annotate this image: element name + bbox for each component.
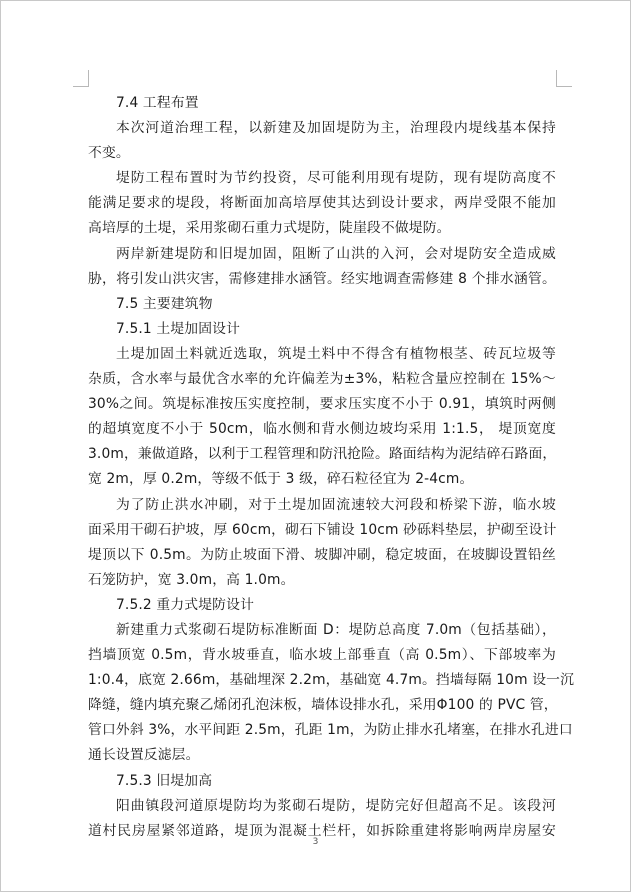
paragraph-line: 新建重力式浆砌石堤防标准断面 D：堤防总高度 7.0m（包括基础）， [116, 621, 556, 638]
paragraph-line: 堤防工程布置时为节约投资，尽可能利用现有堤防，现有堤防高度不 [116, 170, 556, 187]
crop-mark-top-left-v [88, 70, 89, 86]
paragraph-line: 不变。 [88, 145, 130, 162]
paragraph-line: 道村民房屋紧邻道路，堤顶为混凝土栏杆，如拆除重建将影响两岸房屋安 [88, 822, 556, 839]
paragraph-line: 高培厚的土堤，采用浆砌石重力式堤防，陡崖段不做堤防。 [88, 220, 451, 237]
paragraph-line: 胁，将引发山洪灾害，需修建排水涵管。经实地调查需修建 8 个排水涵管。 [88, 270, 556, 287]
paragraph-line: 通长设置反滤层。 [88, 747, 200, 764]
section-heading-7-4: 7.4 工程布置 [116, 95, 199, 111]
paragraph-line: 能满足要求的堤段，将断面加高培厚使其达到设计要求，两岸受限不能加 [88, 195, 556, 212]
crop-mark-top-left-h [73, 86, 89, 87]
paragraph-line: 为了防止洪水冲刷，对于土堤加固流速较大河段和桥梁下游，临水坡 [116, 496, 556, 513]
paragraph-line: 1:0.4，底宽 2.66m，基础埋深 2.2m，基础宽 4.7m。挡墙每隔 10m 设一沉 [88, 672, 575, 689]
paragraph-line: 的超填宽度不小于 50cm，临水侧和背水侧边坡均采用 1:1.5， 堤顶宽度 [88, 421, 556, 438]
paragraph-line: 宽 2m，厚 0.2m，等级不低于 3 级，碎石粒径宜为 2-4cm。 [88, 471, 474, 488]
section-heading-7-5-1: 7.5.1 土堤加固设计 [116, 320, 241, 337]
paragraph-line: 石笼防护，宽 3.0m，高 1.0m。 [88, 571, 295, 588]
paragraph-line: 土堤加固土料就近选取，筑堤土料中不得含有植物根茎、砖瓦垃圾等 [116, 345, 556, 362]
paragraph-line: 挡墙顶宽 0.5m，背水坡垂直，临水坡上部垂直（高 0.5m）、下部坡率为 [88, 647, 556, 664]
section-heading-7-5-2: 7.5.2 重力式堤防设计 [116, 596, 255, 613]
paragraph-line: 面采用干砌石护坡，厚 60cm，砌石下铺设 10cm 砂砾料垫层，护砌至设计 [88, 521, 557, 538]
page-number: 3 [312, 837, 319, 847]
crop-mark-top-right-v [556, 70, 557, 86]
paragraph-line: 堤顶以下 0.5m。为防止坡面下滑、坡脚冲刷，稳定坡面，在坡脚设置铅丝 [88, 546, 556, 563]
paragraph-line: 30%之间。筑堤标准按压实度控制，要求压实度不小于 0.91，填筑时两侧 [88, 396, 556, 413]
paragraph-line: 两岸新建堤防和旧堤加固，阻断了山洪的入河，会对堤防安全造成威 [116, 245, 556, 262]
paragraph-line: 管口外斜 3%，水平间距 2.5m，孔距 1m，为防止排水孔堵塞，在排水孔进口 [88, 722, 573, 739]
crop-mark-top-right-h [556, 86, 572, 87]
section-heading-7-5: 7.5 主要建筑物 [116, 295, 213, 312]
paragraph-line: 降缝，缝内填充聚乙烯闭孔泡沫板，墙体设排水孔，采用Φ100 的 PVC 管， [88, 697, 558, 714]
paragraph-line: 杂质，含水率与最优含水率的允许偏差为±3%，粘粒含量应控制在 15%～ [88, 371, 556, 388]
paragraph-line: 阳曲镇段河道原堤防均为浆砌石堤防，堤防完好但超高不足。该段河 [116, 797, 556, 814]
paragraph-line: 3.0m，兼做道路，以利于工程管理和防汛抢险。路面结构为泥结碎石路面， [88, 446, 557, 463]
section-heading-7-5-3: 7.5.3 旧堤加高 [116, 772, 213, 789]
document-body [88, 91, 575, 844]
paragraph-line: 本次河道治理工程，以新建及加固堤防为主，治理段内堤线基本保持 [116, 120, 556, 137]
